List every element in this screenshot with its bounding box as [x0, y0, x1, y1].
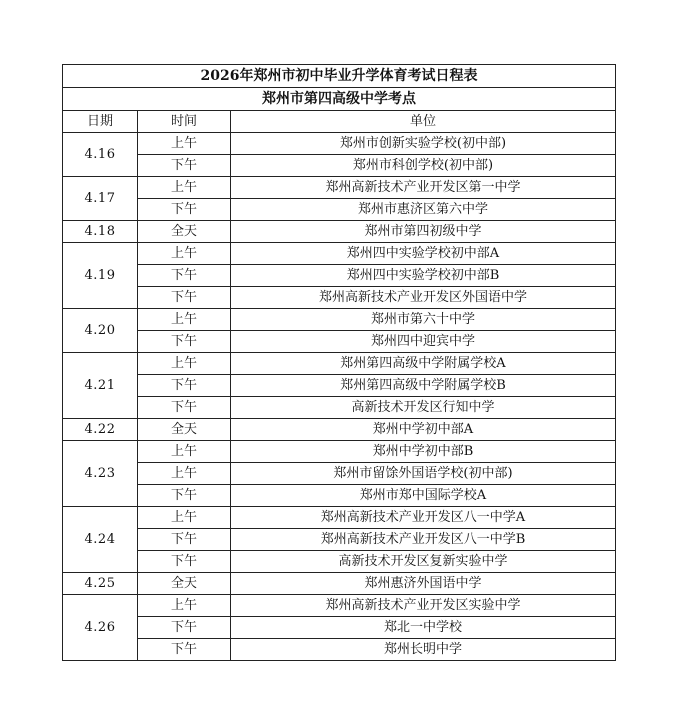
time-cell: 上午 — [138, 243, 231, 265]
time-cell: 全天 — [138, 221, 231, 243]
time-cell: 上午 — [138, 507, 231, 529]
table-row — [63, 529, 616, 551]
schedule-table — [62, 64, 616, 661]
unit-cell: 郑州四中实验学校初中部A — [231, 243, 616, 265]
unit-cell: 郑北一中学校 — [231, 617, 616, 639]
date-cell: 4.20 — [63, 309, 138, 353]
unit-cell: 高新技术开发区行知中学 — [231, 397, 616, 419]
table-row — [63, 243, 616, 265]
unit-cell: 郑州市创新实验学校(初中部) — [231, 133, 616, 155]
table-row — [63, 199, 616, 221]
unit-cell: 郑州市科创学校(初中部) — [231, 155, 616, 177]
time-cell: 下午 — [138, 617, 231, 639]
table-row — [63, 639, 616, 661]
table-row — [63, 265, 616, 287]
table-row — [63, 397, 616, 419]
time-cell: 上午 — [138, 595, 231, 617]
table-title: 2026年郑州市初中毕业升学体育考试日程表 — [63, 65, 616, 88]
unit-cell: 郑州市郑中国际学校A — [231, 485, 616, 507]
time-cell: 下午 — [138, 331, 231, 353]
time-cell: 下午 — [138, 639, 231, 661]
unit-cell: 郑州惠济外国语中学 — [231, 573, 616, 595]
time-cell: 全天 — [138, 573, 231, 595]
header-time: 时间 — [138, 111, 231, 133]
date-cell: 4.23 — [63, 441, 138, 507]
time-cell: 下午 — [138, 551, 231, 573]
table-row — [63, 441, 616, 463]
unit-cell: 高新技术开发区复新实验中学 — [231, 551, 616, 573]
time-cell: 下午 — [138, 397, 231, 419]
unit-cell: 郑州高新技术产业开发区实验中学 — [231, 595, 616, 617]
time-cell: 上午 — [138, 353, 231, 375]
date-cell: 4.24 — [63, 507, 138, 573]
time-cell: 上午 — [138, 133, 231, 155]
table-row — [63, 573, 616, 595]
table-row — [63, 617, 616, 639]
time-cell: 上午 — [138, 177, 231, 199]
date-cell: 4.16 — [63, 133, 138, 177]
header-date: 日期 — [63, 111, 138, 133]
time-cell: 下午 — [138, 265, 231, 287]
table-row — [63, 155, 616, 177]
table-row — [63, 221, 616, 243]
date-cell: 4.26 — [63, 595, 138, 661]
table-row — [63, 485, 616, 507]
unit-cell: 郑州高新技术产业开发区八一中学B — [231, 529, 616, 551]
date-cell: 4.25 — [63, 573, 138, 595]
header-unit: 单位 — [231, 111, 616, 133]
table-subtitle: 郑州市第四高级中学考点 — [63, 88, 616, 111]
unit-cell: 郑州高新技术产业开发区八一中学A — [231, 507, 616, 529]
table-row — [63, 507, 616, 529]
table-row — [63, 551, 616, 573]
date-cell: 4.17 — [63, 177, 138, 221]
unit-cell: 郑州高新技术产业开发区外国语中学 — [231, 287, 616, 309]
time-cell: 上午 — [138, 441, 231, 463]
table-row — [63, 595, 616, 617]
table-row — [63, 133, 616, 155]
time-cell: 下午 — [138, 529, 231, 551]
table-row — [63, 419, 616, 441]
table-row — [63, 287, 616, 309]
date-cell: 4.21 — [63, 353, 138, 419]
time-cell: 上午 — [138, 309, 231, 331]
table-row — [63, 331, 616, 353]
table-row — [63, 309, 616, 331]
time-cell: 下午 — [138, 155, 231, 177]
unit-cell: 郑州市留馀外国语学校(初中部) — [231, 463, 616, 485]
table-row — [63, 177, 616, 199]
date-cell: 4.18 — [63, 221, 138, 243]
schedule-body — [63, 133, 616, 661]
time-cell: 下午 — [138, 199, 231, 221]
unit-cell: 郑州高新技术产业开发区第一中学 — [231, 177, 616, 199]
time-cell: 全天 — [138, 419, 231, 441]
time-cell: 下午 — [138, 485, 231, 507]
date-cell: 4.19 — [63, 243, 138, 309]
unit-cell: 郑州中学初中部B — [231, 441, 616, 463]
table-row — [63, 353, 616, 375]
time-cell: 上午 — [138, 463, 231, 485]
time-cell: 下午 — [138, 375, 231, 397]
unit-cell: 郑州中学初中部A — [231, 419, 616, 441]
unit-cell: 郑州四中迎宾中学 — [231, 331, 616, 353]
unit-cell: 郑州市第四初级中学 — [231, 221, 616, 243]
table-row — [63, 463, 616, 485]
unit-cell: 郑州市第六十中学 — [231, 309, 616, 331]
unit-cell: 郑州第四高级中学附属学校A — [231, 353, 616, 375]
date-cell: 4.22 — [63, 419, 138, 441]
unit-cell: 郑州四中实验学校初中部B — [231, 265, 616, 287]
unit-cell: 郑州长明中学 — [231, 639, 616, 661]
unit-cell: 郑州市惠济区第六中学 — [231, 199, 616, 221]
table-row — [63, 375, 616, 397]
unit-cell: 郑州第四高级中学附属学校B — [231, 375, 616, 397]
time-cell: 下午 — [138, 287, 231, 309]
